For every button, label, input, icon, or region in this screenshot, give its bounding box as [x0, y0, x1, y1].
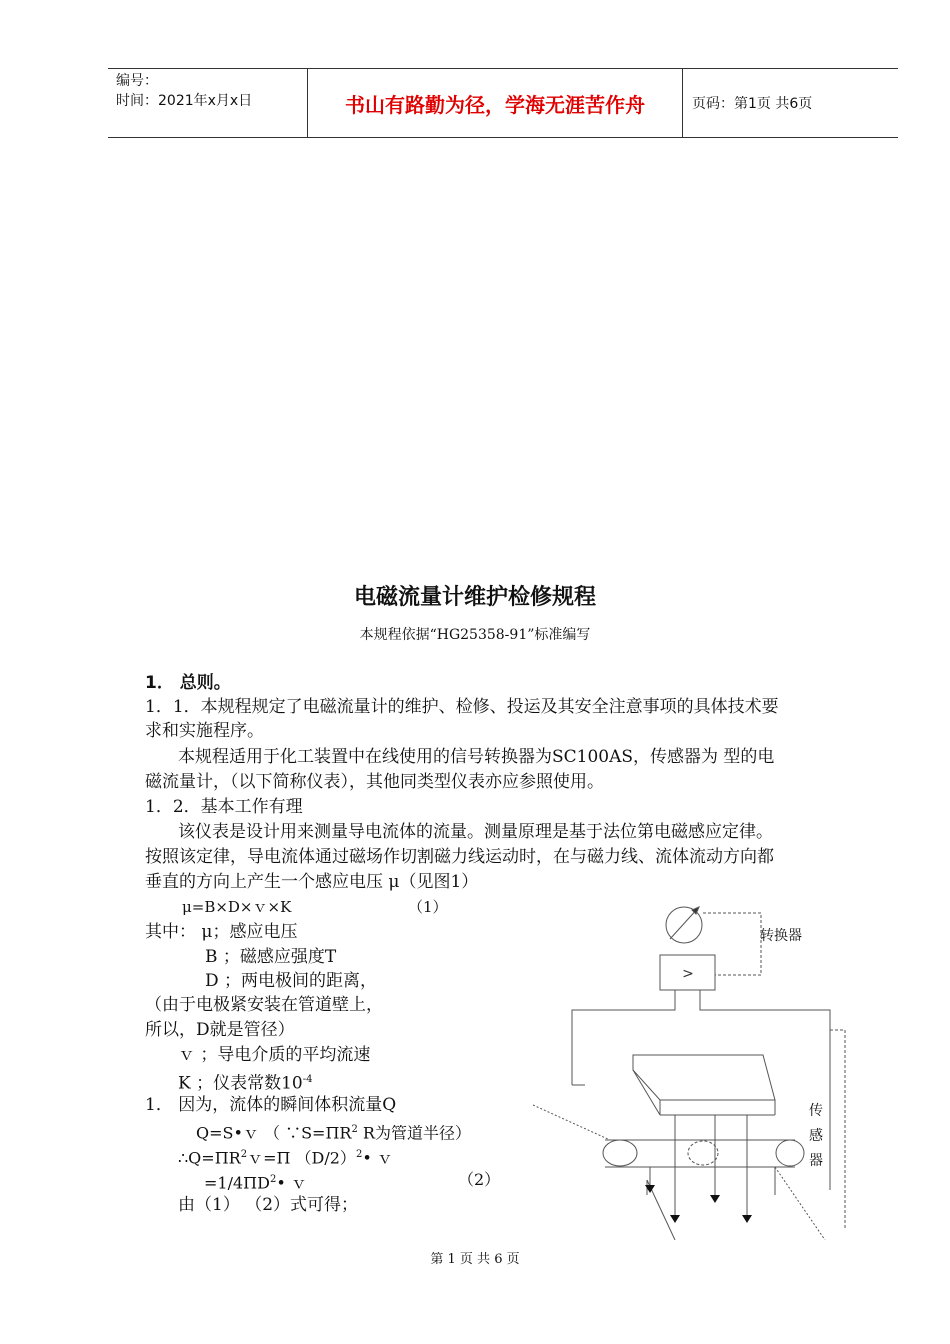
- paragraph-1-line-1: 1．1．本规程规定了电磁流量计的维护、检修、投运及其安全注意事项的具体技术要: [145, 697, 779, 717]
- document-title: 电磁流量计维护检修规程: [353, 585, 596, 610]
- equation-1-number: （1）: [408, 898, 448, 916]
- paragraph-3-line-1: 该仪表是设计用来测量导电流体的流量。测量原理是基于法位第电磁感应定律。: [178, 822, 773, 842]
- definition-d: D ；两电极间的距离，: [205, 971, 378, 991]
- paragraph-1-line-2: 求和实施程序。: [145, 721, 264, 741]
- definition-v: ｖ ；导电介质的平均流速: [178, 1045, 371, 1065]
- equation-q-3: $=1/4\Pi D^2•$ ｖ: [204, 1173, 307, 1193]
- definition-b: B ；磁感应强度T: [205, 947, 337, 967]
- page-footer: 第 1 页 共 6 页: [430, 1252, 520, 1267]
- header-time: 时间：2021年x月x日: [116, 93, 253, 109]
- page-header: [108, 68, 898, 138]
- paragraph-2-line-1: 本规程适用于化工装置中在线使用的信号转换器为SC100AS，传感器为 型的电: [178, 747, 775, 767]
- document-subtitle: 本规程依据“HG25358-91”标准编写: [359, 627, 591, 643]
- equation-2-number: （2）: [458, 1170, 501, 1189]
- section-1-2-heading: 1．2．基本工作有理: [145, 797, 303, 817]
- magnet-top: [633, 1055, 775, 1100]
- flowmeter-diagram: [525, 895, 855, 1240]
- definition-d-note-1: （由于电极紧安装在管道壁上，: [145, 995, 383, 1015]
- header-meta: [108, 69, 308, 137]
- section-1-heading: 1． 总则。: [145, 673, 231, 693]
- item-1: 1． 因为，流体的瞬间体积流量Q: [145, 1095, 397, 1115]
- paragraph-3-line-3: 垂直的方向上产生一个感应电压 μ（见图1）: [145, 872, 479, 892]
- definition-k: K ；仪表常数$10^{-4}$: [178, 1073, 313, 1094]
- converter-label: 转换器: [760, 928, 802, 944]
- derivation-line: 由（1） （2）式可得；: [178, 1195, 359, 1215]
- header-motto: 书山有路勤为径，学海无涯苦作舟: [308, 69, 683, 137]
- equation-q-2: $\therefore Q=\Pi R^2v=\Pi$ $(D/2)^2•$ ｖ: [178, 1148, 393, 1168]
- header-number: 编号：: [116, 73, 158, 89]
- header-page-info: 页码：第1页 共6页: [692, 96, 813, 112]
- sensor-label-3: 器: [809, 1153, 823, 1169]
- definition-d-note-2: 所以，D就是管径）: [145, 1020, 295, 1040]
- amplifier-symbol: >: [682, 966, 694, 982]
- equation-q: Q=S•ｖ （ $\because S=\Pi R^2$ R为管道半径）: [196, 1123, 471, 1143]
- sensor-label-1: 传: [809, 1103, 823, 1119]
- sensor-label-2: 感: [809, 1128, 823, 1144]
- paragraph-2-line-2: 磁流量计，（以下简称仪表），其他同类型仪表亦应参照使用。: [145, 772, 604, 792]
- equation-1: μ=B×D×ｖ×K: [182, 898, 292, 916]
- paragraph-3-line-2: 按照该定律，导电流体通过磁场作切割磁力线运动时，在与磁力线、流体流动方向都: [145, 847, 774, 867]
- definition-mu: 其中： μ；感应电压: [145, 922, 298, 942]
